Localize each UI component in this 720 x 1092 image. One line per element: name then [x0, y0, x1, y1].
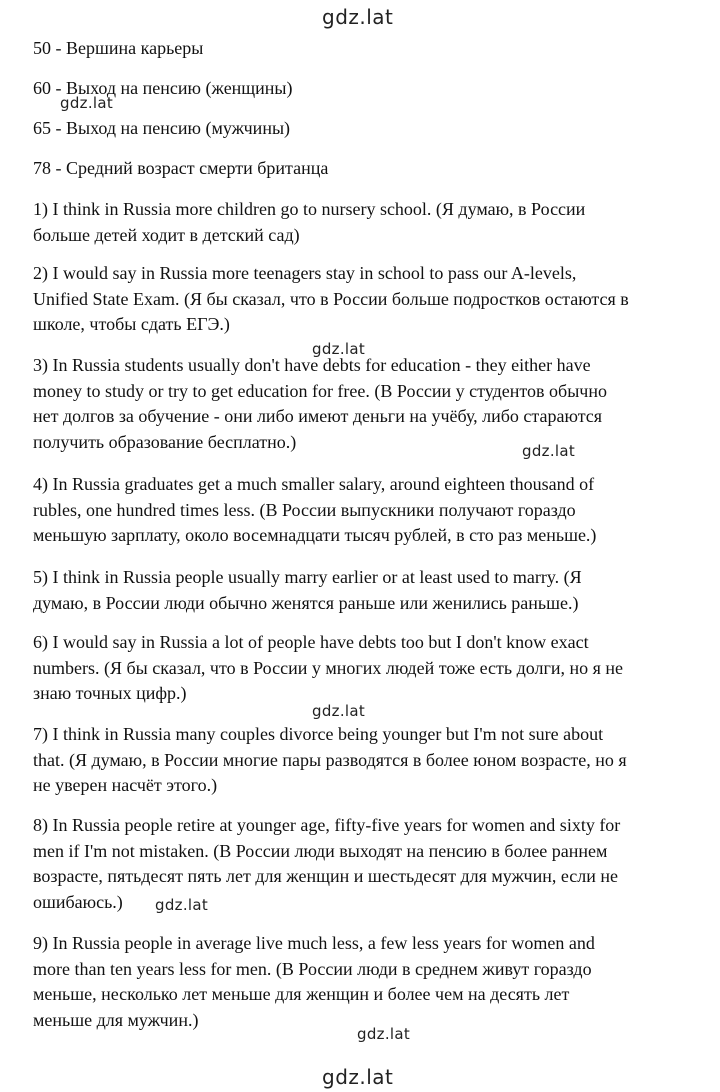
paragraph-line: that. (Я думаю, в России многие пары разводятся в более юном возрасте, но я	[33, 749, 627, 770]
watermark: gdz.lat	[155, 896, 209, 914]
watermark-top: gdz.lat	[322, 5, 394, 29]
paragraph-line: Unified State Exam. (Я бы сказал, что в России больше подростков остаются в	[33, 288, 629, 309]
answer-paragraph-1	[33, 197, 688, 248]
paragraph-line: 8) In Russia people retire at younger age, fifty-five years for women and sixty for	[33, 815, 621, 835]
paragraph-line: думаю, в России люди обычно женятся раньше или женились раньше.)	[33, 592, 579, 613]
watermark: gdz.lat	[312, 702, 366, 720]
paragraph-line: меньшую зарплату, около восемнадцати тысяч рублей, в сто раз меньше.)	[33, 525, 597, 545]
paragraph-line: more than ten years less for men. (В России люди в среднем живут гораздо	[33, 958, 592, 979]
paragraph-line: получить образование бесплатно.)	[33, 431, 297, 452]
paragraph-line: знаю точных цифр.)	[33, 683, 187, 703]
list-item: 78 - Средний возраст смерти британца	[33, 158, 329, 178]
paragraph-line: numbers. (Я бы сказал, что в России у многих людей тоже есть долги, но я не	[33, 657, 624, 678]
answer-paragraph-8	[33, 813, 688, 915]
paragraph-line: 1) I think in Russia more children go to nursery school. (Я думаю, в России	[33, 199, 586, 219]
watermark: gdz.lat	[522, 442, 576, 460]
answer-paragraph-3	[33, 353, 688, 455]
paragraph-line: 2) I would say in Russia more teenagers stay in school to pass our A-levels,	[33, 263, 577, 283]
paragraph-line: 3) In Russia students usually don't have debts for education - they either have	[33, 355, 591, 375]
paragraph-line: 9) In Russia people in average live much less, a few less years for women and	[33, 933, 595, 953]
paragraph-line: нет долгов за обучение - они либо имеют деньги на учёбу, либо стараются	[33, 406, 603, 426]
watermark: gdz.lat	[312, 340, 366, 358]
paragraph-line: 7) I think in Russia many couples divorce being younger but I'm not sure about	[33, 724, 604, 744]
answer-paragraph-5	[33, 565, 688, 616]
paragraph-line: men if I'm not mistaken. (В России люди выходят на пенсию в более раннем	[33, 840, 608, 861]
answer-paragraph-2	[33, 261, 688, 338]
paragraph-line: меньше, несколько лет меньше для женщин и более чем на десять лет	[33, 984, 570, 1004]
paragraph-line: money to study or try to get education for free. (В России у студентов обычно	[33, 380, 607, 401]
watermark: gdz.lat	[60, 94, 114, 112]
list-item: 65 - Выход на пенсию (мужчины)	[33, 118, 291, 138]
answer-paragraph-7	[33, 722, 688, 799]
list-item: 60 - Выход на пенсию (женщины)	[33, 78, 293, 98]
paragraph-line: меньше для мужчин.)	[33, 1009, 199, 1030]
paragraph-line: 6) I would say in Russia a lot of people have debts too but I don't know exact	[33, 632, 589, 652]
paragraph-line: ошибаюсь.)	[33, 891, 123, 912]
paragraph-line: rubles, one hundred times less. (В России выпускники получают гораздо	[33, 499, 576, 520]
paragraph-line: больше детей ходит в детский сад)	[33, 224, 300, 245]
paragraph-line: возрасте, пятьдесят пять лет для женщин и шестьдесят для мужчин, если не	[33, 866, 618, 886]
watermark-bottom: gdz.lat	[322, 1065, 394, 1089]
list-item: 50 - Вершина карьеры	[33, 38, 204, 58]
answer-paragraph-9	[33, 931, 688, 1033]
answer-paragraph-6	[33, 630, 688, 707]
answer-paragraph-4	[33, 472, 688, 549]
paragraph-line: 4) In Russia graduates get a much smaller salary, around eighteen thousand of	[33, 474, 595, 494]
watermark: gdz.lat	[357, 1025, 411, 1043]
paragraph-line: школе, чтобы сдать ЕГЭ.)	[33, 314, 230, 334]
paragraph-line: 5) I think in Russia people usually marry earlier or at least used to marry. (Я	[33, 567, 582, 587]
paragraph-line: не уверен насчёт этого.)	[33, 775, 218, 795]
